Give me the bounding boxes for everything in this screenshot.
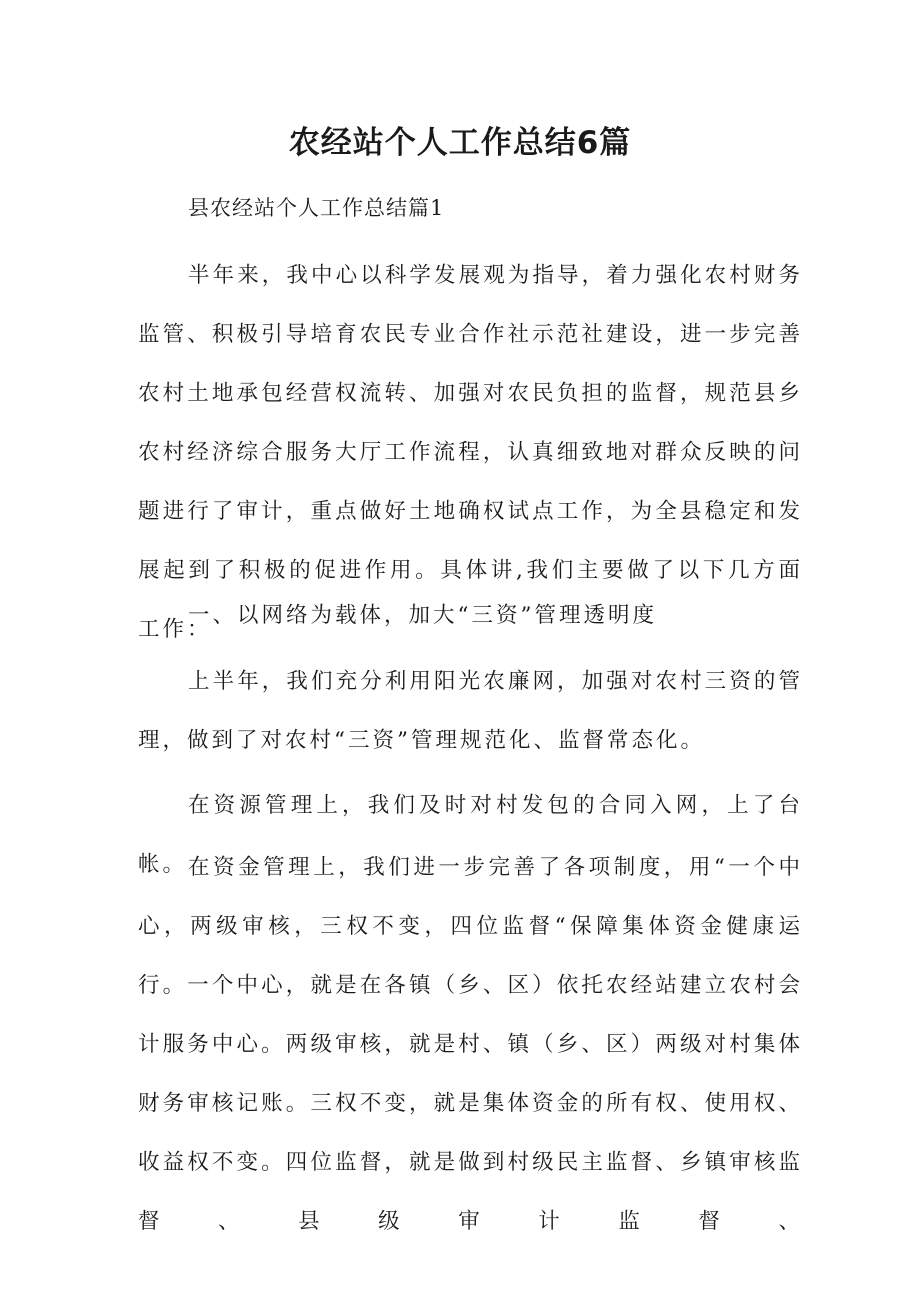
paragraph-subheading: 一、以网络为载体，加大“三资”管理透明度 (188, 603, 657, 628)
paragraph-network-management: 上半年，我们充分利用阳光农廉网，加强对农村三资的管理，做到了对农村“三资”管理规范化、监督常态化。 (138, 669, 803, 753)
paragraph-resource-management: 在资源管理上，我们及时对村发包的合同入网，上了台帐。 (138, 793, 803, 877)
paragraph-intro: 半年来，我中心以科学发展观为指导，着力强化农村财务监管、积极引导培育农民专业合作社示范社建设，进一步完善农村土地承包经营权流转、加强对农民负担的监督，规范县乡农村经济综合服务大厅工作流程，认真细致地对群众反映的问题进行了审计，重点做好土地确权试点工作，为全县稳定和发展起到了积极的促进作用。具体讲,我们主要做了以下几方面工作： (138, 263, 803, 642)
section-heading: 县农经站个人工作总结篇1 (188, 196, 445, 220)
paragraph-fund-management: 在资金管理上，我们进一步完善了各项制度，用“一个中心，两级审核，三权不变，四位监督“保障集体资金健康运行。一个中心，就是在各镇（乡、区）依托农经站建立农村会计服务中心。两级审核，就是村、镇（乡、区）两级对村集体财务审核记账。三权不变，就是集体资金的所有权、使用权、收益权不变。四位监督，就是做到村级民主监督、乡镇审核监督、县级审计监督、 (138, 855, 803, 1234)
document-title: 农经站个人工作总结6篇 (288, 125, 632, 161)
